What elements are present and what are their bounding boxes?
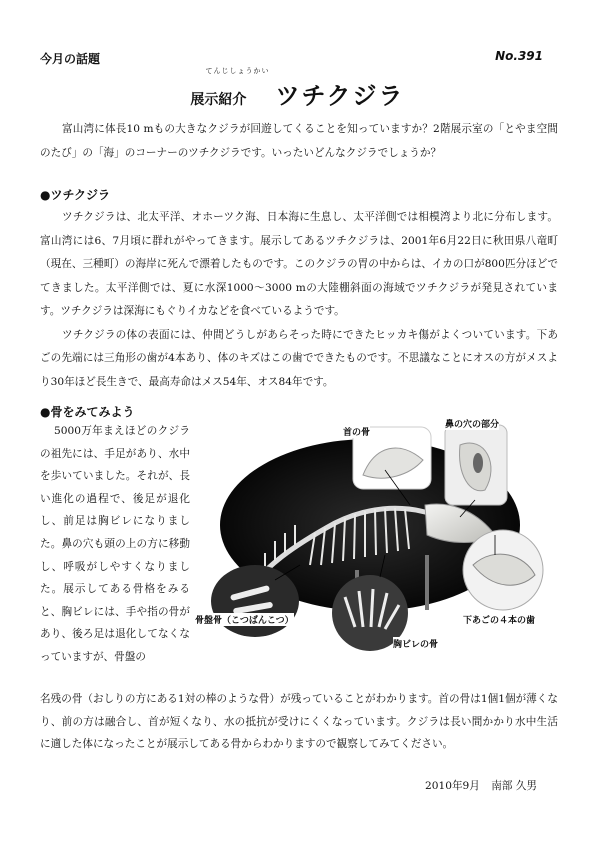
section-heading-bones: ●骨をみてみよう — [40, 405, 135, 419]
section-body-bones-continued — [40, 688, 558, 756]
label-fin-bone: 胸ビレの骨 — [393, 637, 438, 650]
skeleton-figure — [195, 405, 555, 653]
paragraph: 名残の骨（おしりの方にある1対の棒のような骨）が残っていることがわかります。首の骨は1個1個が薄くなり、前の方は融合し、首が短くなり、水の抵抗が受けにくくなっています。クジラは長い間かかり水中生活に適した体になったことが展示してある骨からわかりますので観察してみてください。 — [40, 693, 558, 751]
signature-date: 2010年9月 — [424, 780, 480, 792]
paragraph: ツチクジラは、北太平洋、オホーツク海、日本海に生息し、太平洋側では相模湾より北に分布します。富山湾には6、7月頃に群れがやってきます。展示してあるツチクジラは、2001年6月22日に秋田県八竜町（現在、三種町）の海岸に死んで漂着したものです。このクジラの胃の中からは、イカの口が800匹分ほどでてきました。太平洋側では、夏に水深1000～3000 mの大陸棚斜面の海域でツチクジラが発見されています。ツチクジラは深海にもぐりイカなどを食べているようです。 — [40, 211, 558, 317]
section-body-bones-column — [40, 420, 190, 669]
signature-author: 南部 久男 — [491, 780, 537, 792]
label-nose-hole: 鼻の穴の部分 — [445, 417, 499, 430]
issue-number: No.391 — [495, 49, 543, 63]
signature — [425, 778, 537, 793]
section-body-tsuchikujira — [40, 206, 558, 394]
paragraph: 5000万年まえほどのクジラの祖先には、手足があり、水中を歩いていました。それが、長い進化の過程で、後足が退化し、前足は胸ビレになりました。鼻の穴も頭の上の方に移動し、呼吸がしやすくなりました。展示してある骨格をみると、胸ビレには、手や指の骨があり、後ろ足は退化してなくなっていますが、骨盤の — [40, 425, 190, 663]
label-lower-jaw-teeth: 下あごの４本の歯 — [463, 613, 535, 626]
label-neck-bone: 首の骨 — [343, 425, 370, 438]
page-title — [0, 66, 595, 111]
title-sub: 展示紹介 — [190, 92, 247, 108]
label-pelvis-bone: 骨盤骨（こつばんこつ） — [195, 613, 294, 626]
title-main: ツチクジラ — [275, 82, 405, 110]
paragraph: ツチクジラの体の表面には、仲間どうしがあらそった時にできたヒッカキ傷がよくついています。下あごの先端には三角形の歯が4本あり、体のキズはこの歯でできたものです。不思議なことにオスの方がメスより30年ほど長生きで、最高寿命はメス54年、オス84年です。 — [40, 328, 558, 388]
title-ruby: てんじしょうかい — [205, 67, 270, 75]
column-title: 今月の話題 — [40, 52, 101, 66]
section-heading-tsuchikujira: ●ツチクジラ — [40, 188, 110, 202]
intro-paragraph: 富山湾に体長10 mもの大きなクジラが回遊してくることを知っていますか？2階展示室の「とやま空間のたび」の「海」のコーナーのツチクジラです。いったいどんなクジラでしょうか？ — [40, 123, 558, 159]
